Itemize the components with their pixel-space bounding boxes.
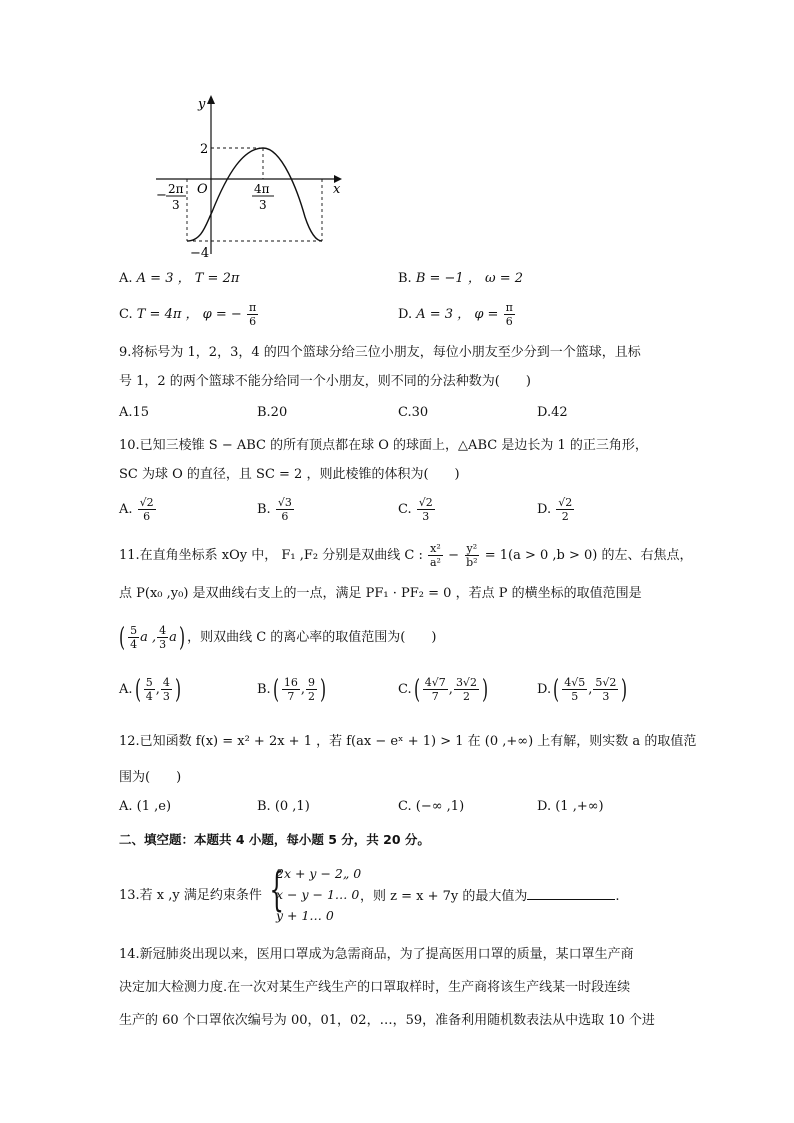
- q13-answer-blank[interactable]: [527, 887, 615, 900]
- q11-option-a: A.( $\frac{5}{4}$ , $\frac{4}{3}$ ): [119, 674, 181, 705]
- q8-option-c: C. T = 4π ， φ = − $\frac{\pi}{6}$: [119, 301, 257, 328]
- q10-option-d: D. $\frac{√2}{2}$: [537, 496, 573, 523]
- x-peak-num: 4π: [254, 182, 270, 196]
- q14-line2: 决定加大检测力度.在一次对某生产线生产的口罩取样时，生产商将该生产线某一时段连续: [119, 980, 631, 995]
- q12-line1: 12.已知函数 f(x) = x² + 2x + 1 ，若 f(ax − eˣ + 1) > 1 在 (0 ,+∞) 上有解，则实数 a 的取值范: [119, 734, 697, 749]
- q11-line3: ( $\frac{5}{4}$ a , $\frac{4}{3}$ a) ，则双曲线 C 的离心率的取值范围为( ): [119, 622, 437, 653]
- q10-line1: 10.已知三棱锥 S − ABC 的所有顶点都在球 O 的球面上，△ABC 是边长为 1 的正三角形，: [119, 438, 648, 453]
- q13-tail: ，则 z = x + 7y 的最大值为 .: [360, 889, 620, 904]
- x-peak-den: 3: [259, 198, 267, 212]
- q10-line2: SC 为球 O 的直径，且 SC = 2 ，则此棱锥的体积为( ): [119, 467, 460, 482]
- y-axis-label: y: [198, 97, 206, 112]
- q13-constraint-1: 2x + y − 2„ 0: [276, 866, 362, 881]
- q10-option-c: C. $\frac{√2}{3}$: [398, 496, 433, 523]
- q11-line1: 11.在直角坐标系 xOy 中， F₁ ,F₂ 分别是双曲线 C : $\frac{\text{x²}}{\text{a²}}$ − $\frac{\text{y²}}{\text{b²}}$ = 1(a > 0 ,b > 0) 的左、右焦点，: [119, 542, 693, 569]
- q9-option-d: D.42: [537, 405, 568, 420]
- section-heading-fill-in: 二、填空题：本题共 4 小题，每小题 5 分，共 20 分。: [119, 832, 430, 847]
- q8-option-d: D. A = 3 ， φ = $\frac{\pi}{6}$: [398, 301, 513, 328]
- q12-line2: 围为( ): [119, 770, 182, 785]
- q11-line2: 点 P(x₀ ,y₀) 是双曲线右支上的一点，满足 PF₁ · PF₂ = 0 ，若点 P 的横坐标的取值范围是: [119, 586, 642, 601]
- x-axis-label: x: [333, 182, 341, 197]
- y-max-label: 2: [200, 142, 209, 157]
- q13-brace: {: [269, 862, 284, 916]
- y-min-label: −4: [190, 246, 210, 261]
- q9-option-a: A.15: [119, 405, 150, 420]
- x-left-sign: −: [156, 188, 167, 203]
- q13-lead: 13.若 x ,y 满足约束条件: [119, 888, 262, 903]
- q13-constraint-2: x − y − 1… 0: [276, 887, 360, 902]
- x-left-den: 3: [172, 198, 180, 212]
- q11-option-c: C.( $\frac{4√7}{7}$ , $\frac{3√2}{2}$ ): [398, 674, 489, 705]
- q12-option-a: A. (1 ,e): [119, 799, 172, 814]
- q9-line1: 9.将标号为 1，2，3，4 的四个篮球分给三位小朋友，每位小朋友至少分到一个篮球，且标: [119, 345, 641, 360]
- q14-line1: 14.新冠肺炎出现以来，医用口罩成为急需商品，为了提高医用口罩的质量，某口罩生产商: [119, 947, 634, 962]
- q12-option-b: B. (0 ,1): [257, 799, 310, 814]
- q9-line2: 号 1，2 的两个篮球不能分给同一个小朋友，则不同的分法种数为( ): [119, 374, 531, 389]
- q9-option-b: B.20: [257, 405, 288, 420]
- q8-option-b: B. B = −1 ， ω = 2: [398, 271, 523, 286]
- q10-option-a: A. $\frac{√2}{6}$: [119, 496, 154, 523]
- q13-constraint-3: y + 1… 0: [276, 908, 334, 923]
- q12-option-c: C. (−∞ ,1): [398, 799, 465, 814]
- q9-option-c: C.30: [398, 405, 429, 420]
- q11-option-b: B.( $\frac{16}{7}$ , $\frac{9}{2}$ ): [257, 674, 327, 705]
- q11-option-d: D.( $\frac{4√5}{5}$ , $\frac{5√2}{3}$ ): [537, 674, 628, 705]
- x-left-num: 2π: [168, 182, 184, 196]
- q10-option-b: B. $\frac{√3}{6}$: [257, 496, 292, 523]
- q8-option-a: A. A = 3 ， T = 2π: [119, 271, 240, 286]
- y-axis-arrow: [207, 95, 215, 104]
- q14-line3: 生产的 60 个口罩依次编号为 00，01，02，…，59，准备利用随机数表法从中选取 10 个进: [119, 1013, 655, 1028]
- q12-option-d: D. (1 ,+∞): [537, 799, 604, 814]
- origin-label: O: [197, 182, 208, 197]
- function-graph: [150, 92, 350, 262]
